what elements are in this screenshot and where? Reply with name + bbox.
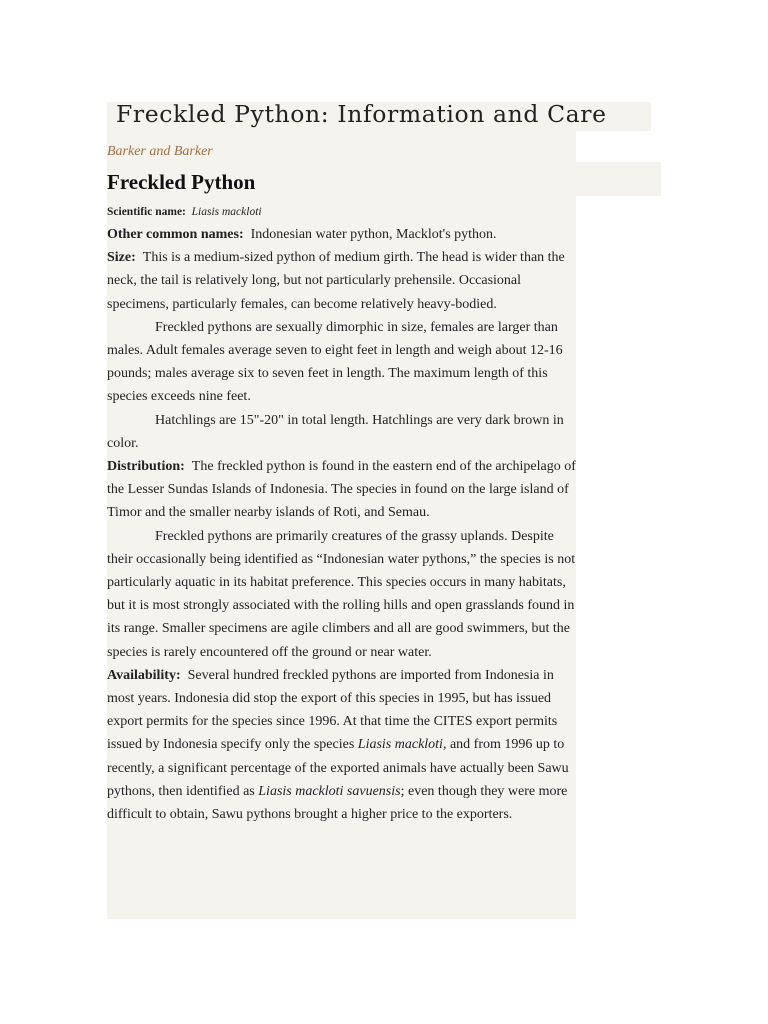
section-heading: Freckled Python — [107, 170, 256, 194]
author-byline[interactable]: Barker and Barker — [107, 144, 213, 159]
page-title: Freckled Python: Information and Care — [116, 100, 607, 128]
distribution-label: Distribution: — [107, 459, 185, 475]
other-names-label: Other common names: — [107, 227, 244, 242]
availability-label: Availability: — [107, 667, 181, 683]
other-names-value: Indonesian water python, Macklot's python. — [250, 227, 497, 242]
scientific-name-line — [107, 201, 576, 223]
article-body — [107, 201, 576, 826]
availability-text-c: ; even though they were more difficult to obtain, Sawu pythons brought a higher price to the exporters. — [107, 783, 568, 823]
availability-species-1: Liasis mackloti — [357, 737, 443, 753]
scientific-name-label: Scientific name: — [107, 206, 186, 218]
distribution-paragraph — [107, 455, 576, 525]
availability-text-a: Several hundred freckled pythons are imported from Indonesia in most years. Indonesia did stop the export of this species in 1995, but has issued export permits for the species since 1996. At that time the CITES export permits issued by Indonesia specify only the species — [107, 667, 558, 753]
availability-species-2: Liasis mackloti savuensis — [258, 783, 401, 799]
size-label: Size: — [107, 250, 136, 266]
availability-text-b: , and from 1996 up to recently, a significant percentage of the exported animals have actually been Sawu pythons, then identified as — [107, 737, 569, 799]
size-paragraph-2: Freckled pythons are sexually dimorphic in size, females are larger than males. Adult females average seven to eight feet in length and weigh about 12-16 pounds; males average six to seven feet in length. The maximum length of this species exceeds nine feet. — [107, 319, 563, 405]
availability-paragraph — [107, 664, 576, 826]
size-text: This is a medium-sized python of medium girth. The head is wider than the neck, the tail is relatively long, but not particularly prehensile. Occasional specimens, particularly females, can become relatively heavy-bodied. — [107, 250, 565, 312]
other-names-line — [107, 223, 576, 246]
scientific-name-value: Liasis mackloti — [191, 206, 262, 218]
size-paragraph — [107, 246, 576, 316]
distribution-text: The freckled python is found in the eastern end of the archipelago of the Lesser Sundas Islands of Indonesia. The species in found on the large island of Timor and the smaller nearby islands of Roti, and Semau. — [107, 459, 576, 521]
size-paragraph-3: Hatchlings are 15"-20" in total length. Hatchlings are very dark brown in color. — [107, 412, 564, 451]
distribution-paragraph-2: Freckled pythons are primarily creatures of the grassy uplands. Despite their occasionally being identified as “Indonesian water pythons,” the species is not particularly aquatic in its habitat preference. This species occurs in many habitats, but it is most strongly associated with the rolling hills and open grasslands found in its range. Smaller specimens are agile climbers and all are good swimmers, but the species is rarely encountered off the ground or near water. — [107, 528, 576, 660]
